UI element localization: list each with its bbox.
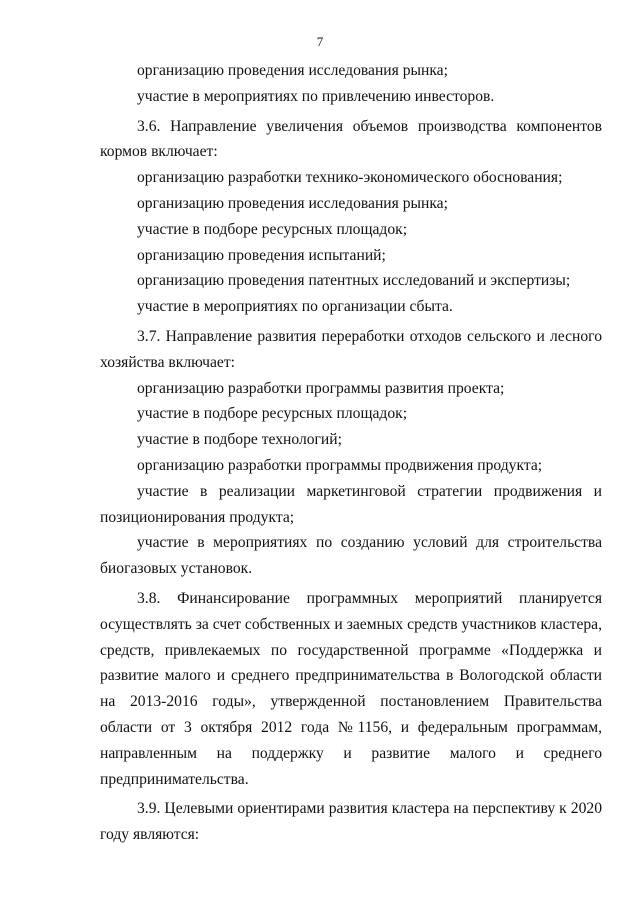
paragraph-section-3-7: 3.7. Направление развития переработки отходов сельского и лесного хозяйства включает: <box>100 327 602 371</box>
list-item: участие в мероприятиях по организации сбыта. <box>137 298 453 316</box>
list-item: участие в реализации маркетинговой стратегии продвижения и позиционирования продукта; <box>100 482 602 526</box>
list-item: участие в подборе технологий; <box>137 431 342 449</box>
list-item: участие в мероприятиях по созданию условий для строительства биогазовых установок. <box>100 534 602 578</box>
list-item: организацию разработки программы продвижения продукта; <box>137 456 543 474</box>
list-item: организацию разработки технико-экономического обоснования; <box>137 169 563 187</box>
document-body <box>100 58 602 848</box>
list-item: участие в подборе ресурсных площадок; <box>137 405 408 423</box>
list-item: участие в подборе ресурсных площадок; <box>137 220 408 238</box>
list-item: организацию разработки программы развития проекта; <box>137 379 505 397</box>
paragraph-section-3-9: 3.9. Целевыми ориентирами развития кластера на перспективу к 2020 году являются: <box>100 800 602 844</box>
list-item: организацию проведения патентных исследований и экспертизы; <box>137 272 571 290</box>
list-item: организацию проведения исследования рынка; <box>137 194 448 212</box>
page-number: 7 <box>316 34 324 49</box>
list-item: организацию проведения испытаний; <box>137 246 386 264</box>
paragraph-section-3-8: 3.8. Финансирование программных мероприятий планируется осуществлять за счет собственных и заемных средств участников кластера, средств, привлекаемых по государственной программе «Поддержка и развитие малого и среднего предпринимательства в Вологодской области на 2013-2016 годы», утвержденной постановлением Правительства области от 3 октября 2012 года №1156, и федеральным программам, направленным на поддержку и развитие малого и среднего предпринимательства. <box>100 589 602 788</box>
paragraph-section-3-6: 3.6. Направление увеличения объемов производства компонентов кормов включает: <box>100 117 602 161</box>
paragraph-investor-events: участие в мероприятиях по привлечению инвесторов. <box>137 87 495 105</box>
paragraph-market-research: организацию проведения исследования рынка; <box>137 62 448 79</box>
